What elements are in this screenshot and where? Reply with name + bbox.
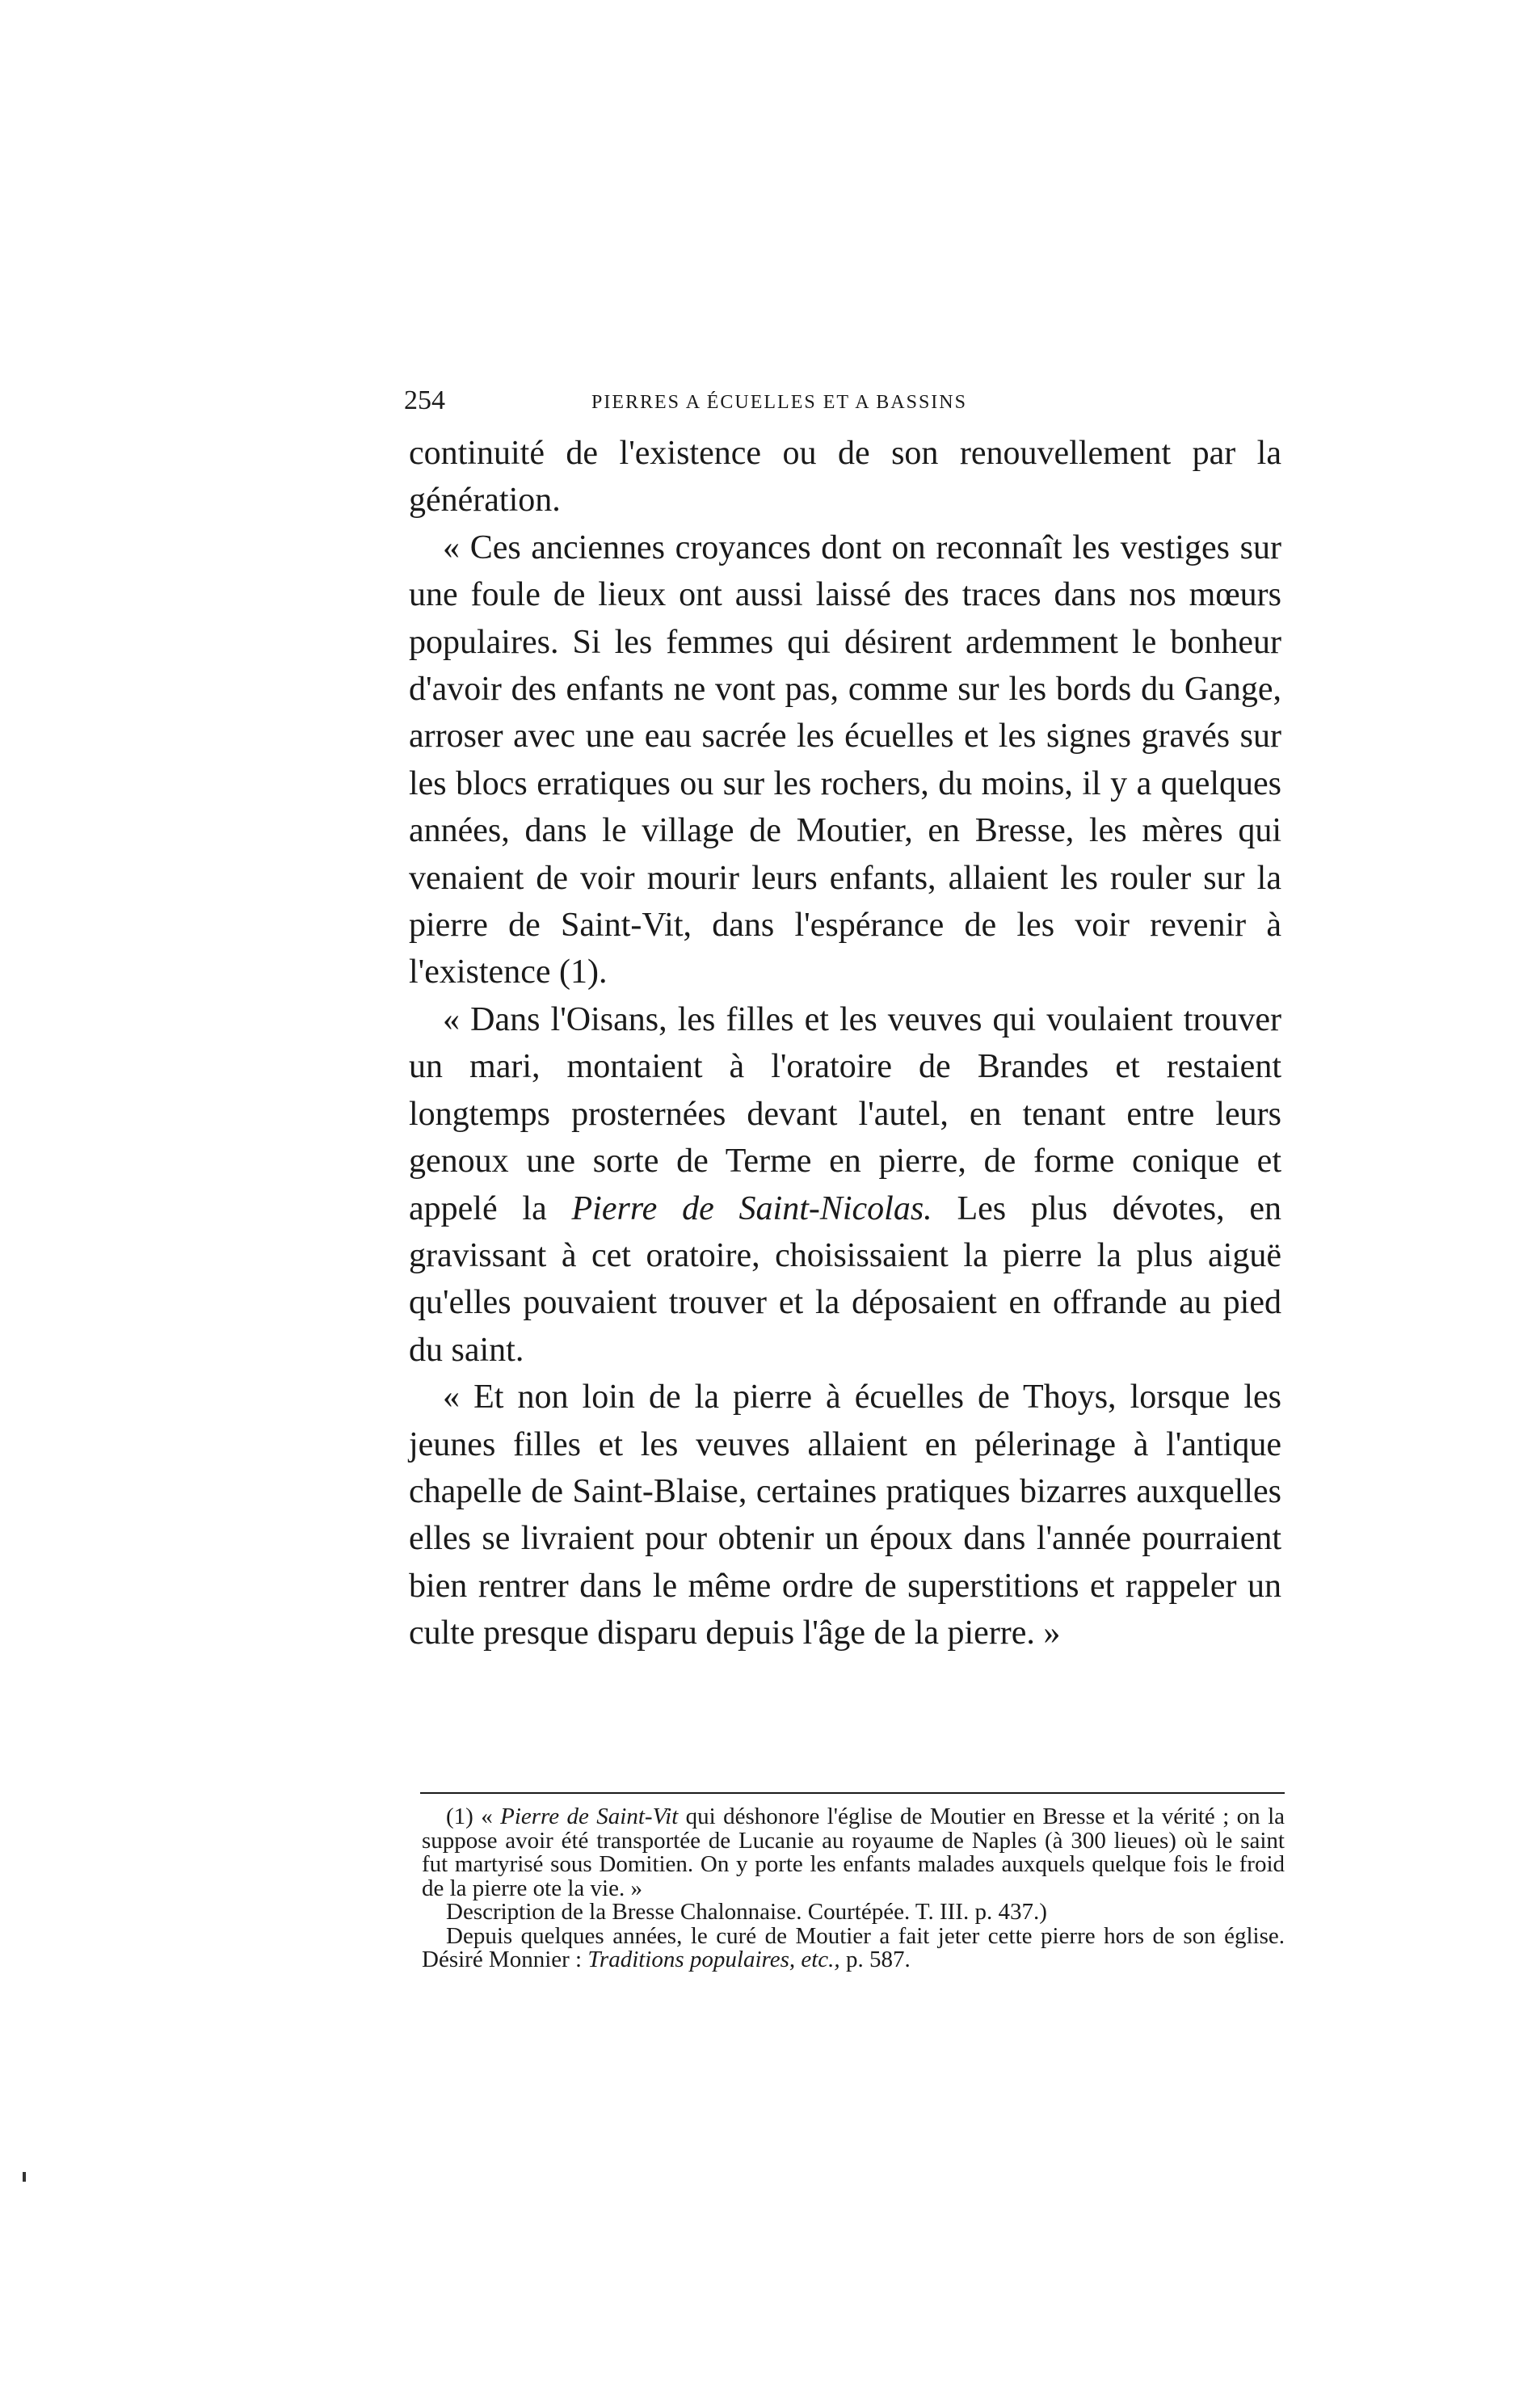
paragraph-oisans [409, 996, 1281, 1374]
footnote-1-addendum-text: Depuis quelques années, le curé de Moutier a fait jeter cette pierre hors de son église. Désiré Monnier : [422, 1922, 1285, 1972]
running-header [404, 385, 1285, 417]
footnote-1 [422, 1805, 1285, 1900]
page-number: 254 [404, 385, 445, 415]
footnote-1-addendum [422, 1922, 1285, 1972]
paragraph-oisans-text: « Dans l'Oisans, les filles et les veuves qui voulaient trouver un mari, montaient à l'oratoire de Brandes et restaient longtemps prosternées devant l'autel, en tenant entre leurs genoux une sorte de Terme en pierre, de forme conique et appelé la [409, 1000, 1281, 1227]
footnote-1-addendum-italic: Traditions populaires, etc., [587, 1947, 840, 1972]
scan-margin-mark [23, 2172, 26, 2182]
paragraph-croyances: « Ces anciennes croyances dont on reconnaît les vestiges sur une foule de lieux ont aussi laissé des traces dans nos mœurs populaires. Si les femmes qui désirent ardemment le bonheur d'avoir des enfants ne vont pas, comme sur les bords du Gange, arroser avec une eau sacrée les écuelles et les signes gravés sur les blocs erratiques ou sur les rochers, du moins, il y a quelques années, dans le village de Moutier, en Bresse, les mères qui venaient de voir mourir leurs enfants, allaient les rouler sur la pierre de Saint-Vit, dans l'espérance de les voir revenir à l'existence (1). [409, 528, 1281, 991]
paragraph-continuation: continuité de l'existence ou de son renouvellement par la génération. [409, 435, 1281, 520]
italic-pierre-saint-nicolas: Pierre de Saint-Nicolas. [571, 1189, 932, 1227]
footnote-divider [420, 1792, 1285, 1794]
paragraph-thoys: « Et non loin de la pierre à écuelles de Thoys, lorsque les jeunes filles et les veuves allaient en pélerinage à l'antique chapelle de Saint-Blaise, certaines pratiques bizarres auxquelles elles se livraient pour obtenir un époux dans l'année pourraient bien rentrer dans le même ordre de superstitions et rappeler un culte presque disparu depuis l'âge de la pierre. » [409, 1378, 1281, 1652]
running-title: PIERRES A ÉCUELLES ET A BASSINS [591, 392, 967, 413]
footnote-1-italic: Pierre de Saint-Vit [500, 1804, 679, 1829]
paragraph-oisans-text-end: Les plus dévotes, en gravissant à cet oratoire, choisissaient la pierre la plus aiguë qu'elles pouvaient trouver et la déposaient en offrande au pied du saint. [409, 1189, 1282, 1369]
footnote-1-text: qui déshonore l'église de Moutier en Bresse et la vérité ; on la suppose avoir été transportée de Lucanie au royaume de Naples (à 300 lieues) où le saint fut martyrisé sous Domitien. On y porte les enfants malades auxquels quelque fois le froid de la pierre ote la vie. » [422, 1804, 1285, 1901]
footnotes [422, 1805, 1285, 1972]
footnote-1-marker: (1) « [446, 1804, 493, 1829]
main-text [409, 430, 1281, 1657]
footnote-1-source: Description de la Bresse Chalonnaise. Courtépée. T. III. p. 437.) [446, 1899, 1047, 1925]
footnote-1-addendum-end: p. 587. [845, 1947, 911, 1972]
